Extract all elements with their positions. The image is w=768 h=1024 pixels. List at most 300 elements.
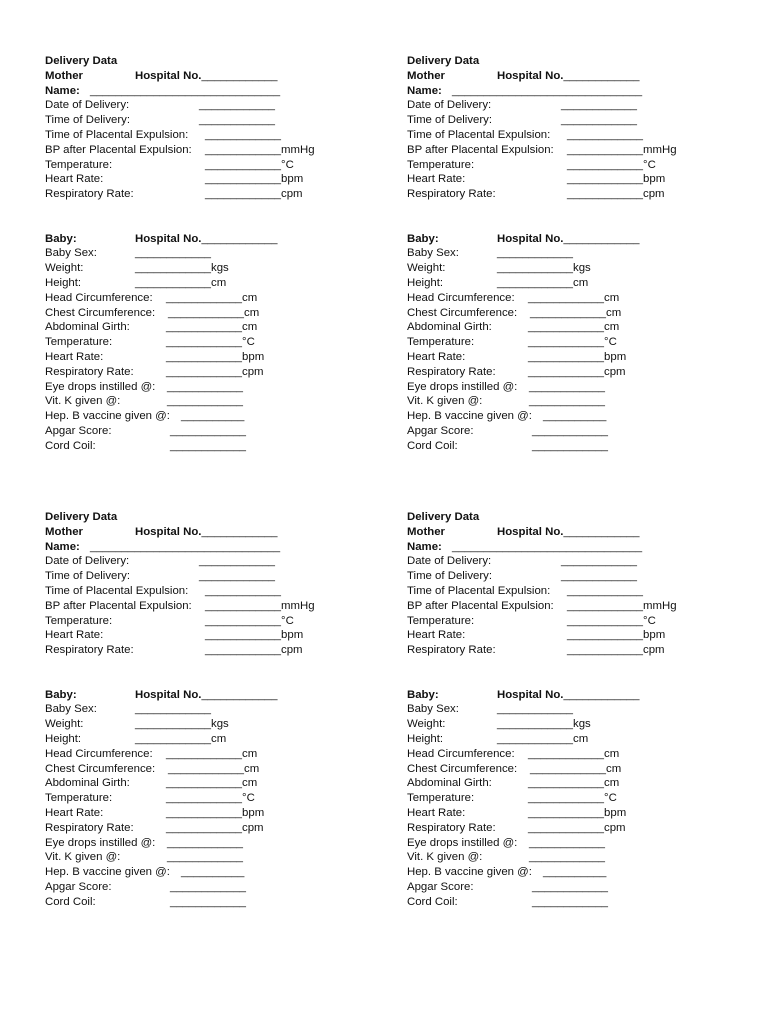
delivery-data-heading: Delivery Data bbox=[45, 511, 118, 523]
mother-name-label: Name: bbox=[45, 540, 80, 553]
chest-circumference-field[interactable]: ____________ bbox=[530, 762, 607, 775]
baby-heart-rate-field[interactable]: ____________ bbox=[166, 350, 243, 363]
mother-hospital-no-field[interactable]: ____________ bbox=[563, 525, 640, 538]
baby-heading: Baby: bbox=[407, 688, 439, 701]
chest-circumference-label: Chest Circumference: bbox=[407, 762, 518, 775]
time-of-delivery-row bbox=[407, 113, 737, 128]
baby-heart-rate-field[interactable]: ____________ bbox=[166, 806, 243, 819]
date-of-delivery-field[interactable]: ____________ bbox=[199, 99, 276, 112]
baby-temperature-label: Temperature: bbox=[407, 336, 475, 349]
mother-heart-rate-field[interactable]: ____________ bbox=[205, 173, 282, 186]
height-label: Height: bbox=[407, 732, 444, 745]
vit-k-row bbox=[45, 850, 375, 865]
mother-hospital-no-label: Hospital No. bbox=[497, 69, 564, 82]
abdominal-girth-row bbox=[407, 776, 737, 791]
hep-b-field[interactable]: __________ bbox=[181, 410, 245, 423]
time-of-placental-expulsion-field[interactable]: ____________ bbox=[567, 128, 644, 141]
cord-coil-field[interactable]: ____________ bbox=[532, 439, 609, 452]
chest-circumference-field[interactable]: ____________ bbox=[168, 306, 245, 319]
baby-respiratory-rate-field[interactable]: ____________ bbox=[166, 365, 243, 378]
baby-sex-row bbox=[45, 246, 375, 261]
mother-label: Mother bbox=[407, 525, 445, 538]
delivery-form-card-3 bbox=[45, 510, 375, 910]
mother-label: Mother bbox=[45, 69, 83, 82]
delivery-data-heading: Delivery Data bbox=[45, 55, 118, 67]
chest-circumference-field[interactable]: ____________ bbox=[168, 762, 245, 775]
baby-sex-field[interactable]: ____________ bbox=[497, 703, 574, 716]
mother-heart-rate-row bbox=[45, 172, 375, 187]
head-circumference-field[interactable]: ____________ bbox=[528, 291, 605, 304]
weight-field[interactable]: ____________ bbox=[497, 718, 574, 731]
time-of-delivery-label: Time of Delivery: bbox=[407, 570, 493, 583]
baby-temperature-field[interactable]: ____________ bbox=[166, 792, 243, 805]
baby-respiratory-rate-row bbox=[45, 365, 375, 380]
mother-hospital-no-field[interactable]: ____________ bbox=[563, 69, 640, 82]
mother-heart-rate-field[interactable]: ____________ bbox=[567, 629, 644, 642]
date-of-delivery-field[interactable]: ____________ bbox=[561, 555, 638, 568]
abdominal-girth-row bbox=[407, 320, 737, 335]
chest-circumference-unit: cm bbox=[606, 762, 622, 775]
bp-field[interactable]: ____________ bbox=[567, 143, 644, 156]
vit-k-field[interactable]: ____________ bbox=[167, 395, 244, 408]
weight-field[interactable]: ____________ bbox=[135, 262, 212, 275]
apgar-row bbox=[45, 424, 375, 439]
vit-k-field[interactable]: ____________ bbox=[529, 851, 606, 864]
baby-heading: Baby: bbox=[45, 688, 77, 701]
date-of-delivery-label: Date of Delivery: bbox=[407, 555, 492, 568]
baby-temperature-row bbox=[407, 791, 737, 806]
baby-heart-rate-unit: bpm bbox=[604, 350, 627, 363]
baby-respiratory-rate-row bbox=[407, 365, 737, 380]
abdominal-girth-row bbox=[45, 320, 375, 335]
baby-temperature-unit: °C bbox=[604, 336, 617, 349]
delivery-data-heading: Delivery Data bbox=[407, 511, 480, 523]
chest-circumference-row bbox=[407, 306, 737, 321]
time-of-placental-expulsion-row bbox=[45, 128, 375, 143]
baby-hospital-no-field[interactable]: ____________ bbox=[201, 232, 278, 245]
baby-temperature-field[interactable]: ____________ bbox=[166, 336, 243, 349]
hep-b-row bbox=[407, 409, 737, 424]
chest-circumference-row bbox=[45, 762, 375, 777]
mother-temperature-row bbox=[45, 614, 375, 629]
bp-row bbox=[45, 143, 375, 158]
baby-respiratory-rate-unit: cpm bbox=[604, 365, 626, 378]
hep-b-label: Hep. B vaccine given @: bbox=[407, 866, 532, 879]
time-of-delivery-field[interactable]: ____________ bbox=[561, 114, 638, 127]
abdominal-girth-field[interactable]: ____________ bbox=[528, 777, 605, 790]
abdominal-girth-label: Abdominal Girth: bbox=[45, 777, 130, 790]
baby-heart-rate-unit: bpm bbox=[242, 350, 265, 363]
mother-temperature-unit: °C bbox=[643, 614, 656, 627]
height-label: Height: bbox=[45, 276, 82, 289]
bp-label: BP after Placental Expulsion: bbox=[45, 143, 192, 156]
vit-k-row bbox=[407, 394, 737, 409]
eye-drops-row bbox=[407, 380, 737, 395]
time-of-delivery-row bbox=[45, 569, 375, 584]
head-circumference-unit: cm bbox=[604, 291, 620, 304]
chest-circumference-label: Chest Circumference: bbox=[45, 762, 156, 775]
date-of-delivery-field[interactable]: ____________ bbox=[199, 555, 276, 568]
time-of-delivery-field[interactable]: ____________ bbox=[561, 570, 638, 583]
hep-b-label: Hep. B vaccine given @: bbox=[407, 410, 532, 423]
baby-heart-rate-label: Heart Rate: bbox=[407, 350, 466, 363]
baby-hospital-no-field[interactable]: ____________ bbox=[563, 688, 640, 701]
baby-heart-rate-label: Heart Rate: bbox=[407, 806, 466, 819]
bp-field[interactable]: ____________ bbox=[205, 599, 282, 612]
hep-b-field[interactable]: __________ bbox=[543, 866, 607, 879]
baby-sex-label: Baby Sex: bbox=[407, 703, 459, 716]
height-field[interactable]: ____________ bbox=[135, 276, 212, 289]
baby-heading-row bbox=[45, 688, 375, 703]
baby-respiratory-rate-field[interactable]: ____________ bbox=[166, 821, 243, 834]
mother-name-label: Name: bbox=[45, 84, 80, 97]
cord-coil-row bbox=[45, 895, 375, 910]
delivery-data-heading: Delivery Data bbox=[407, 55, 480, 67]
mother-respiratory-rate-field[interactable]: ____________ bbox=[205, 188, 282, 201]
abdominal-girth-field[interactable]: ____________ bbox=[528, 321, 605, 334]
mother-temperature-field[interactable]: ____________ bbox=[567, 158, 644, 171]
weight-unit: kgs bbox=[211, 262, 229, 275]
weight-row bbox=[407, 261, 737, 276]
height-unit: cm bbox=[573, 276, 589, 289]
hep-b-field[interactable]: __________ bbox=[543, 410, 607, 423]
baby-heart-rate-row bbox=[407, 806, 737, 821]
mother-temperature-unit: °C bbox=[281, 614, 294, 627]
baby-heart-rate-row bbox=[45, 350, 375, 365]
baby-sex-field[interactable]: ____________ bbox=[497, 247, 574, 260]
mother-respiratory-rate-field[interactable]: ____________ bbox=[567, 644, 644, 657]
eye-drops-row bbox=[407, 836, 737, 851]
height-row bbox=[45, 276, 375, 291]
baby-heading-row bbox=[407, 688, 737, 703]
height-label: Height: bbox=[45, 732, 82, 745]
time-of-placental-expulsion-label: Time of Placental Expulsion: bbox=[407, 128, 551, 141]
mother-name-row bbox=[45, 540, 375, 555]
time-of-placental-expulsion-field[interactable]: ____________ bbox=[205, 584, 282, 597]
mother-respiratory-rate-unit: cpm bbox=[281, 188, 303, 201]
vit-k-row bbox=[45, 394, 375, 409]
head-circumference-unit: cm bbox=[604, 747, 620, 760]
time-of-delivery-row bbox=[45, 113, 375, 128]
chest-circumference-label: Chest Circumference: bbox=[407, 306, 518, 319]
apgar-row bbox=[407, 424, 737, 439]
weight-row bbox=[45, 717, 375, 732]
hep-b-row bbox=[45, 409, 375, 424]
time-of-placental-expulsion-label: Time of Placental Expulsion: bbox=[407, 584, 551, 597]
cord-coil-label: Cord Coil: bbox=[45, 439, 96, 452]
mother-hospital-row bbox=[407, 69, 737, 84]
vit-k-row bbox=[407, 850, 737, 865]
mother-respiratory-rate-row bbox=[407, 643, 737, 658]
eye-drops-field[interactable]: ____________ bbox=[529, 380, 606, 393]
baby-hospital-no-label: Hospital No. bbox=[497, 688, 564, 701]
bp-field[interactable]: ____________ bbox=[205, 143, 282, 156]
baby-temperature-row bbox=[407, 335, 737, 350]
height-unit: cm bbox=[211, 732, 227, 745]
baby-respiratory-rate-field[interactable]: ____________ bbox=[528, 821, 605, 834]
delivery-form-card-4 bbox=[407, 510, 737, 910]
head-circumference-field[interactable]: ____________ bbox=[528, 747, 605, 760]
mother-hospital-no-label: Hospital No. bbox=[135, 69, 202, 82]
baby-heading: Baby: bbox=[45, 232, 77, 245]
abdominal-girth-unit: cm bbox=[604, 321, 620, 334]
baby-respiratory-rate-label: Respiratory Rate: bbox=[407, 821, 496, 834]
eye-drops-label: Eye drops instilled @: bbox=[45, 836, 156, 849]
mother-heart-rate-label: Heart Rate: bbox=[407, 629, 466, 642]
height-row bbox=[407, 732, 737, 747]
apgar-label: Apgar Score: bbox=[407, 424, 474, 437]
time-of-placental-expulsion-field[interactable]: ____________ bbox=[205, 128, 282, 141]
weight-field[interactable]: ____________ bbox=[497, 262, 574, 275]
bp-field[interactable]: ____________ bbox=[567, 599, 644, 612]
bp-unit: mmHg bbox=[281, 143, 315, 156]
height-row bbox=[45, 732, 375, 747]
mother-hospital-no-field[interactable]: ____________ bbox=[201, 525, 278, 538]
bp-label: BP after Placental Expulsion: bbox=[45, 599, 192, 612]
apgar-field[interactable]: ____________ bbox=[532, 424, 609, 437]
vit-k-field[interactable]: ____________ bbox=[529, 395, 606, 408]
baby-sex-label: Baby Sex: bbox=[407, 247, 459, 260]
mother-heart-rate-field[interactable]: ____________ bbox=[567, 173, 644, 186]
weight-unit: kgs bbox=[573, 718, 591, 731]
baby-sex-row bbox=[407, 246, 737, 261]
bp-row bbox=[407, 143, 737, 158]
delivery-data-heading-row bbox=[407, 54, 737, 69]
bp-row bbox=[45, 599, 375, 614]
baby-sex-field[interactable]: ____________ bbox=[135, 247, 212, 260]
height-field[interactable]: ____________ bbox=[497, 732, 574, 745]
mother-hospital-no-label: Hospital No. bbox=[497, 525, 564, 538]
eye-drops-field[interactable]: ____________ bbox=[167, 380, 244, 393]
head-circumference-label: Head Circumference: bbox=[45, 747, 153, 760]
mother-temperature-label: Temperature: bbox=[407, 158, 475, 171]
date-of-delivery-label: Date of Delivery: bbox=[45, 555, 130, 568]
baby-sex-label: Baby Sex: bbox=[45, 247, 97, 260]
date-of-delivery-label: Date of Delivery: bbox=[45, 99, 130, 112]
mother-respiratory-rate-row bbox=[407, 187, 737, 202]
mother-hospital-row bbox=[45, 525, 375, 540]
mother-heart-rate-field[interactable]: ____________ bbox=[205, 629, 282, 642]
weight-label: Weight: bbox=[407, 262, 446, 275]
baby-respiratory-rate-row bbox=[407, 821, 737, 836]
vit-k-label: Vit. K given @: bbox=[407, 851, 483, 864]
vit-k-label: Vit. K given @: bbox=[45, 395, 121, 408]
bp-unit: mmHg bbox=[281, 599, 315, 612]
abdominal-girth-field[interactable]: ____________ bbox=[166, 777, 243, 790]
mother-respiratory-rate-unit: cpm bbox=[643, 188, 665, 201]
baby-temperature-unit: °C bbox=[242, 336, 255, 349]
mother-heart-rate-unit: bpm bbox=[643, 173, 666, 186]
delivery-data-heading-row bbox=[45, 510, 375, 525]
bp-unit: mmHg bbox=[643, 599, 677, 612]
time-of-delivery-field[interactable]: ____________ bbox=[199, 570, 276, 583]
baby-heart-rate-unit: bpm bbox=[604, 806, 627, 819]
eye-drops-field[interactable]: ____________ bbox=[167, 836, 244, 849]
mother-heart-rate-unit: bpm bbox=[281, 629, 304, 642]
height-label: Height: bbox=[407, 276, 444, 289]
mother-heart-rate-row bbox=[45, 628, 375, 643]
time-of-delivery-field[interactable]: ____________ bbox=[199, 114, 276, 127]
apgar-field[interactable]: ____________ bbox=[170, 424, 247, 437]
baby-temperature-field[interactable]: ____________ bbox=[528, 792, 605, 805]
apgar-label: Apgar Score: bbox=[45, 424, 112, 437]
date-of-delivery-row bbox=[407, 98, 737, 113]
mother-heart-rate-label: Heart Rate: bbox=[45, 629, 104, 642]
mother-label: Mother bbox=[45, 525, 83, 538]
apgar-label: Apgar Score: bbox=[45, 880, 112, 893]
time-of-delivery-label: Time of Delivery: bbox=[407, 114, 493, 127]
baby-heart-rate-field[interactable]: ____________ bbox=[528, 350, 605, 363]
date-of-delivery-row bbox=[407, 554, 737, 569]
mother-temperature-row bbox=[407, 158, 737, 173]
apgar-field[interactable]: ____________ bbox=[532, 880, 609, 893]
baby-heart-rate-label: Heart Rate: bbox=[45, 350, 104, 363]
time-of-placental-expulsion-field[interactable]: ____________ bbox=[567, 584, 644, 597]
abdominal-girth-label: Abdominal Girth: bbox=[407, 777, 492, 790]
date-of-delivery-field[interactable]: ____________ bbox=[561, 99, 638, 112]
weight-row bbox=[407, 717, 737, 732]
baby-temperature-label: Temperature: bbox=[45, 336, 113, 349]
mother-name-field[interactable]: ______________________________ bbox=[90, 84, 281, 97]
mother-respiratory-rate-unit: cpm bbox=[643, 644, 665, 657]
baby-heart-rate-field[interactable]: ____________ bbox=[528, 806, 605, 819]
time-of-delivery-label: Time of Delivery: bbox=[45, 114, 131, 127]
mother-hospital-row bbox=[407, 525, 737, 540]
chest-circumference-row bbox=[407, 762, 737, 777]
apgar-row bbox=[45, 880, 375, 895]
apgar-field[interactable]: ____________ bbox=[170, 880, 247, 893]
head-circumference-unit: cm bbox=[242, 747, 258, 760]
baby-respiratory-rate-unit: cpm bbox=[604, 821, 626, 834]
weight-label: Weight: bbox=[45, 718, 84, 731]
mother-respiratory-rate-label: Respiratory Rate: bbox=[45, 188, 134, 201]
mother-name-row bbox=[407, 540, 737, 555]
mother-hospital-no-label: Hospital No. bbox=[135, 525, 202, 538]
baby-heart-rate-row bbox=[407, 350, 737, 365]
eye-drops-label: Eye drops instilled @: bbox=[407, 380, 518, 393]
bp-label: BP after Placental Expulsion: bbox=[407, 143, 554, 156]
mother-respiratory-rate-unit: cpm bbox=[281, 644, 303, 657]
mother-name-label: Name: bbox=[407, 540, 442, 553]
abdominal-girth-unit: cm bbox=[242, 777, 258, 790]
baby-respiratory-rate-label: Respiratory Rate: bbox=[45, 365, 134, 378]
weight-label: Weight: bbox=[407, 718, 446, 731]
mother-name-field[interactable]: ______________________________ bbox=[452, 84, 643, 97]
mother-respiratory-rate-field[interactable]: ____________ bbox=[567, 188, 644, 201]
abdominal-girth-field[interactable]: ____________ bbox=[166, 321, 243, 334]
mother-temperature-field[interactable]: ____________ bbox=[567, 614, 644, 627]
hep-b-row bbox=[45, 865, 375, 880]
eye-drops-row bbox=[45, 380, 375, 395]
eye-drops-field[interactable]: ____________ bbox=[529, 836, 606, 849]
baby-heart-rate-label: Heart Rate: bbox=[45, 806, 104, 819]
baby-heading-row bbox=[407, 232, 737, 247]
baby-sex-row bbox=[45, 702, 375, 717]
delivery-form-card-1 bbox=[45, 54, 375, 454]
baby-hospital-no-label: Hospital No. bbox=[135, 688, 202, 701]
mother-heart-rate-row bbox=[407, 172, 737, 187]
mother-respiratory-rate-label: Respiratory Rate: bbox=[45, 644, 134, 657]
chest-circumference-unit: cm bbox=[244, 306, 260, 319]
mother-name-field[interactable]: ______________________________ bbox=[452, 540, 643, 553]
baby-heading-row bbox=[45, 232, 375, 247]
date-of-delivery-row bbox=[45, 98, 375, 113]
head-circumference-field[interactable]: ____________ bbox=[166, 291, 243, 304]
weight-unit: kgs bbox=[573, 262, 591, 275]
cord-coil-field[interactable]: ____________ bbox=[532, 895, 609, 908]
eye-drops-label: Eye drops instilled @: bbox=[45, 380, 156, 393]
time-of-placental-expulsion-label: Time of Placental Expulsion: bbox=[45, 584, 189, 597]
head-circumference-field[interactable]: ____________ bbox=[166, 747, 243, 760]
height-row bbox=[407, 276, 737, 291]
cord-coil-label: Cord Coil: bbox=[407, 439, 458, 452]
abdominal-girth-unit: cm bbox=[604, 777, 620, 790]
mother-temperature-label: Temperature: bbox=[407, 614, 475, 627]
baby-heart-rate-unit: bpm bbox=[242, 806, 265, 819]
chest-circumference-unit: cm bbox=[244, 762, 260, 775]
baby-respiratory-rate-label: Respiratory Rate: bbox=[45, 821, 134, 834]
weight-unit: kgs bbox=[211, 718, 229, 731]
baby-temperature-row bbox=[45, 335, 375, 350]
time-of-placental-expulsion-row bbox=[45, 584, 375, 599]
vit-k-field[interactable]: ____________ bbox=[167, 851, 244, 864]
mother-respiratory-rate-label: Respiratory Rate: bbox=[407, 188, 496, 201]
mother-respiratory-rate-field[interactable]: ____________ bbox=[205, 644, 282, 657]
mother-name-field[interactable]: ______________________________ bbox=[90, 540, 281, 553]
mother-temperature-field[interactable]: ____________ bbox=[205, 614, 282, 627]
cord-coil-label: Cord Coil: bbox=[45, 895, 96, 908]
head-circumference-label: Head Circumference: bbox=[407, 291, 515, 304]
head-circumference-label: Head Circumference: bbox=[45, 291, 153, 304]
chest-circumference-row bbox=[45, 306, 375, 321]
mother-respiratory-rate-row bbox=[45, 643, 375, 658]
baby-temperature-unit: °C bbox=[242, 792, 255, 805]
baby-hospital-no-field[interactable]: ____________ bbox=[563, 232, 640, 245]
height-field[interactable]: ____________ bbox=[497, 276, 574, 289]
cord-coil-field[interactable]: ____________ bbox=[170, 439, 247, 452]
time-of-placental-expulsion-row bbox=[407, 584, 737, 599]
eye-drops-row bbox=[45, 836, 375, 851]
baby-respiratory-rate-field[interactable]: ____________ bbox=[528, 365, 605, 378]
baby-respiratory-rate-unit: cpm bbox=[242, 365, 264, 378]
head-circumference-row bbox=[407, 291, 737, 306]
mother-heart-rate-label: Heart Rate: bbox=[45, 173, 104, 186]
mother-label: Mother bbox=[407, 69, 445, 82]
baby-temperature-field[interactable]: ____________ bbox=[528, 336, 605, 349]
hep-b-label: Hep. B vaccine given @: bbox=[45, 410, 170, 423]
delivery-form-card-2 bbox=[407, 54, 737, 454]
head-circumference-row bbox=[407, 747, 737, 762]
baby-hospital-no-label: Hospital No. bbox=[497, 232, 564, 245]
abdominal-girth-label: Abdominal Girth: bbox=[45, 321, 130, 334]
hep-b-field[interactable]: __________ bbox=[181, 866, 245, 879]
mother-temperature-field[interactable]: ____________ bbox=[205, 158, 282, 171]
cord-coil-row bbox=[407, 895, 737, 910]
baby-temperature-label: Temperature: bbox=[407, 792, 475, 805]
mother-hospital-no-field[interactable]: ____________ bbox=[201, 69, 278, 82]
cord-coil-field[interactable]: ____________ bbox=[170, 895, 247, 908]
baby-hospital-no-field[interactable]: ____________ bbox=[201, 688, 278, 701]
chest-circumference-field[interactable]: ____________ bbox=[530, 306, 607, 319]
weight-row bbox=[45, 261, 375, 276]
baby-sex-field[interactable]: ____________ bbox=[135, 703, 212, 716]
mother-temperature-label: Temperature: bbox=[45, 614, 113, 627]
weight-field[interactable]: ____________ bbox=[135, 718, 212, 731]
height-field[interactable]: ____________ bbox=[135, 732, 212, 745]
abdominal-girth-label: Abdominal Girth: bbox=[407, 321, 492, 334]
baby-respiratory-rate-unit: cpm bbox=[242, 821, 264, 834]
mother-respiratory-rate-label: Respiratory Rate: bbox=[407, 644, 496, 657]
